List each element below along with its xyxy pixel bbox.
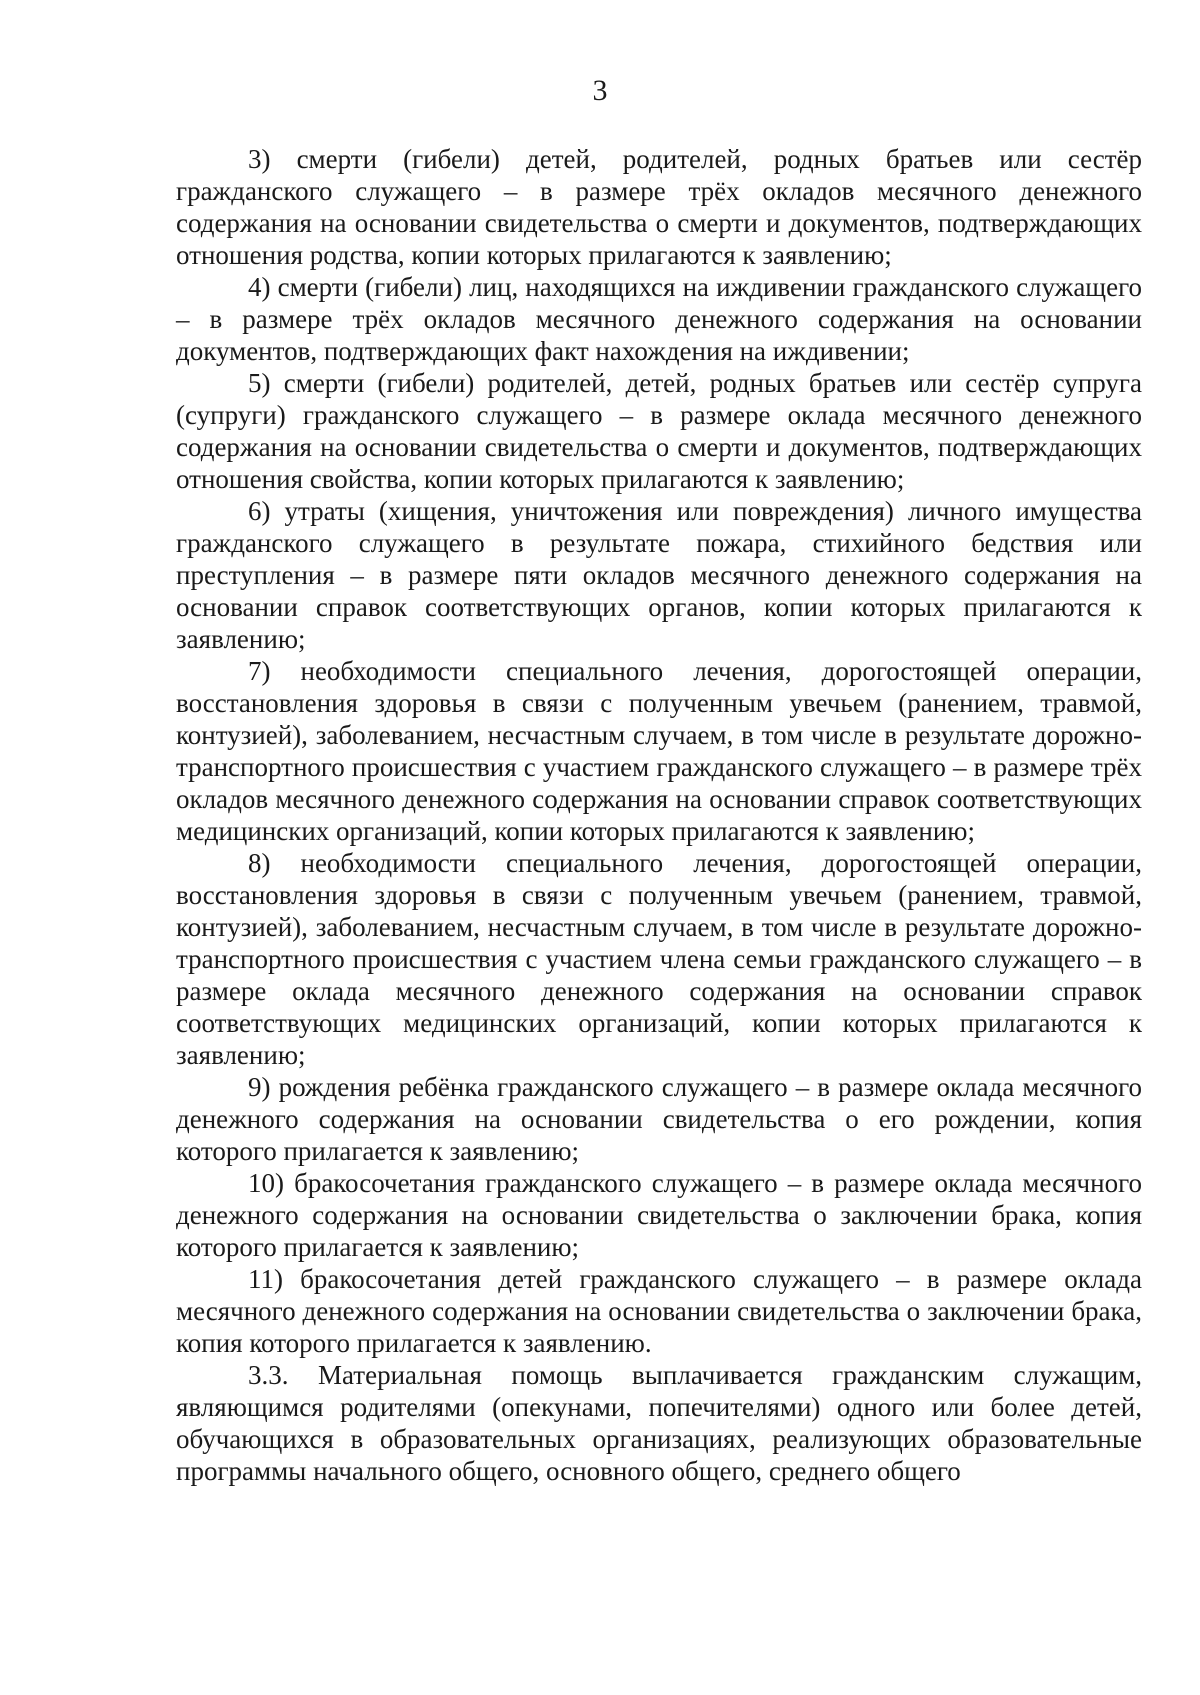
paragraph-item-7: 7) необходимости специального лечения, дорогостоящей операции, восстановления здоровья в связи с полученным увечьем (ранением, травмой, контузией), заболеванием, несчастным случаем, в том числе в результате дорожно-транспортного происшествия с участием гражданского служащего – в размере трёх окладов месячного денежного содержания на основании справок соответствующих медицинских организаций, копии которых прилагаются к заявлению; (176, 656, 1142, 846)
document-body (176, 143, 1142, 1487)
paragraph-item-4: 4) смерти (гибели) лиц, находящихся на иждивении гражданского служащего – в размере трёх окладов месячного денежного содержания на основании документов, подтверждающих факт нахождения на иждивении; (176, 272, 1142, 366)
paragraph-item-11: 11) бракосочетания детей гражданского служащего – в размере оклада месячного денежного содержания на основании свидетельства о заключении брака, копия которого прилагается к заявлению. (176, 1264, 1142, 1358)
paragraph-item-8: 8) необходимости специального лечения, дорогостоящей операции, восстановления здоровья в связи с полученным увечьем (ранением, травмой, контузией), заболеванием, несчастным случаем, в том числе в результате дорожно-транспортного происшествия с участием члена семьи гражданского служащего – в размере оклада месячного денежного содержания на основании справок соответствующих медицинских организаций, копии которых прилагаются к заявлению; (176, 848, 1142, 1070)
page-number: 3 (592, 74, 608, 107)
paragraph-item-9: 9) рождения ребёнка гражданского служащего – в размере оклада месячного денежного содержания на основании свидетельства о его рождении, копия которого прилагается к заявлению; (176, 1072, 1142, 1166)
paragraph-section-3-3: 3.3. Материальная помощь выплачивается гражданским служащим, являющимся родителями (опекунами, попечителями) одного или более детей, обучающихся в образовательных организациях, реализующих образовательные программы начального общего, основного общего, среднего общего (176, 1360, 1142, 1486)
paragraph-item-5: 5) смерти (гибели) родителей, детей, родных братьев или сестёр супруга (супруги) гражданского служащего – в размере оклада месячного денежного содержания на основании свидетельства о смерти и документов, подтверждающих отношения свойства, копии которых прилагаются к заявлению; (176, 368, 1142, 494)
paragraph-item-10: 10) бракосочетания гражданского служащего – в размере оклада месячного денежного содержания на основании свидетельства о заключении брака, копия которого прилагается к заявлению; (176, 1168, 1142, 1262)
paragraph-item-6: 6) утраты (хищения, уничтожения или повреждения) личного имущества гражданского служащего в результате пожара, стихийного бедствия или преступления – в размере пяти окладов месячного денежного содержания на основании справок соответствующих органов, копии которых прилагаются к заявлению; (176, 496, 1142, 654)
paragraph-item-3: 3) смерти (гибели) детей, родителей, родных братьев или сестёр гражданского служащего – в размере трёх окладов месячного денежного содержания на основании свидетельства о смерти и документов, подтверждающих отношения родства, копии которых прилагаются к заявлению; (176, 144, 1142, 270)
